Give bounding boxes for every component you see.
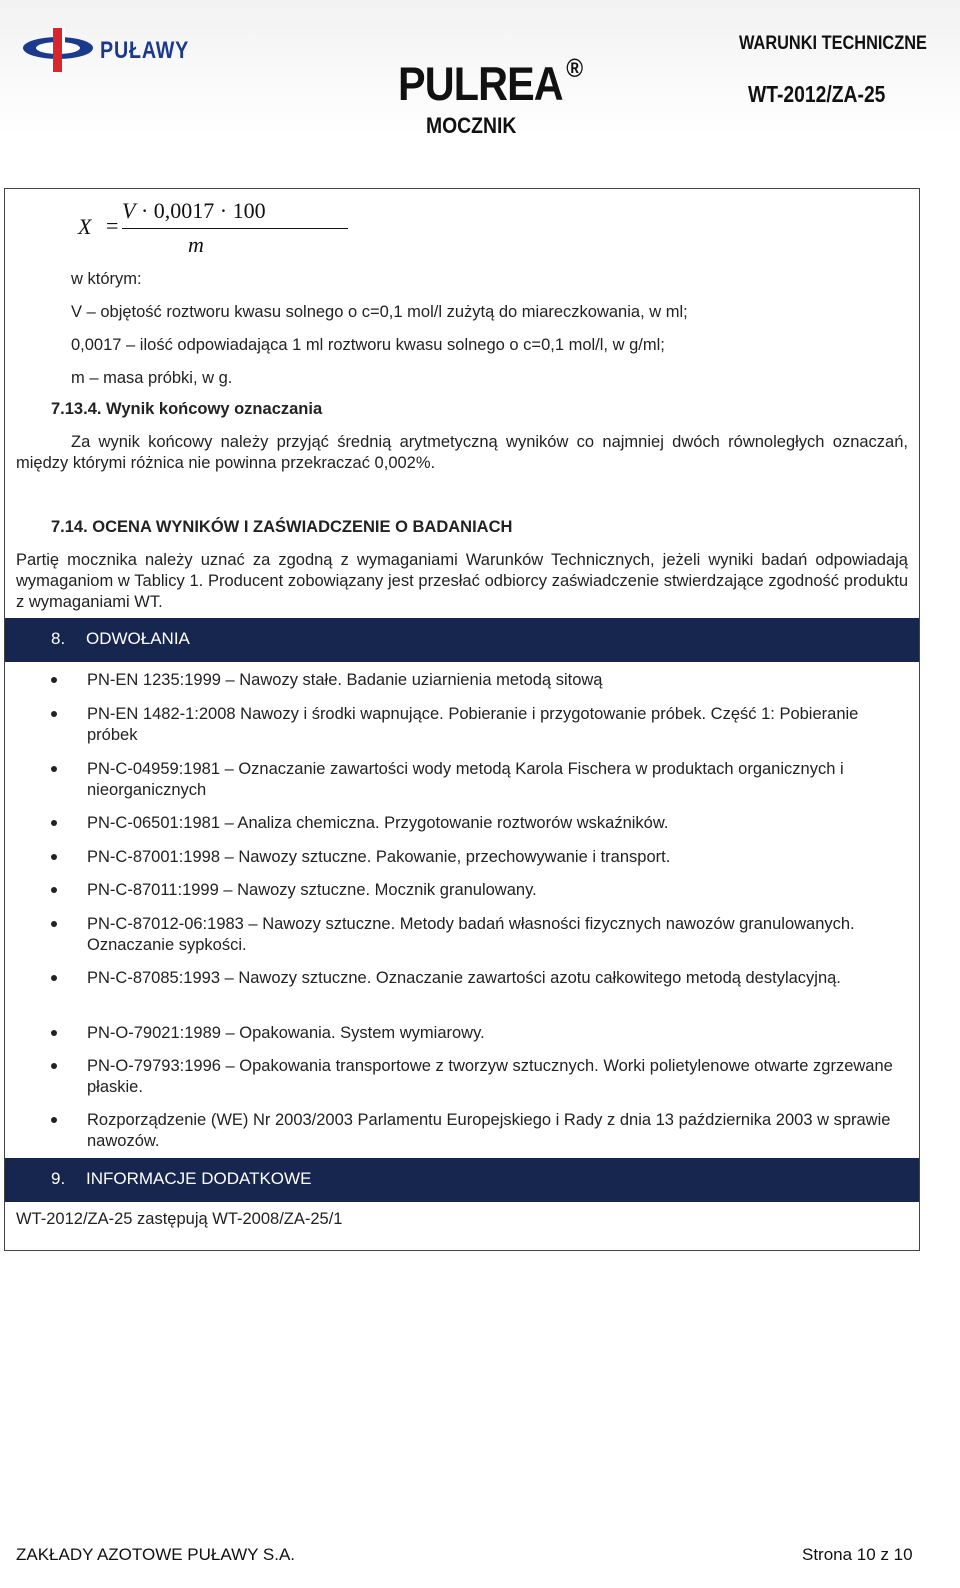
registered-mark: ® [566, 53, 583, 84]
list-item: PN-C-87001:1998 – Nawozy sztuczne. Pakowanie, przechowywanie i transport. [87, 848, 671, 866]
list-item: PN-C-06501:1981 – Analiza chemiczna. Przygotowanie roztworów wskaźników. [87, 814, 669, 832]
bullet [51, 1063, 57, 1069]
bullet [51, 975, 57, 981]
formula-numerator: V · 0,0017 · 100 [122, 198, 266, 223]
product-name: PULREA ® [398, 53, 583, 110]
section-number: 8. [51, 629, 66, 648]
supersedes-note: WT-2012/ZA-25 zastępują WT-2008/ZA-25/1 [16, 1210, 343, 1228]
list-item: PN-O-79793:1996 – Opakowania transportowe z tworzyw sztucznych. Worki polietylenowe otwarte zgrzewane płaskie. [87, 1057, 893, 1096]
legend-line: m – masa próbki, w g. [71, 369, 233, 387]
section-title: ODWOŁANIA [86, 629, 190, 648]
product-subtitle: MOCZNIK [426, 113, 517, 138]
legend-line: V – objętość roztworu kwasu solnego o c=0,1 mol/l zużytą do miareczkowania, w ml; [71, 303, 688, 321]
formula [78, 200, 298, 264]
bullet [51, 820, 57, 826]
bullet [51, 677, 57, 683]
footer-page-number: Strona 10 z 10 [802, 1545, 913, 1564]
document-code: WT-2012/ZA-25 [748, 81, 886, 107]
fraction-bar [122, 228, 348, 229]
bullet [51, 854, 57, 860]
section-band-9 [5, 1158, 919, 1202]
section-heading-7-14: 7.14. OCENA WYNIKÓW I ZAŚWIADCZENIE O BADANIACH [51, 518, 513, 536]
bullet [51, 887, 57, 893]
section-number: 9. [51, 1169, 66, 1188]
bullet [51, 766, 57, 772]
document-type: WARUNKI TECHNICZNE [739, 33, 927, 54]
legend-intro: w którym: [71, 270, 142, 288]
bullet [51, 921, 57, 927]
list-item: PN-C-87085:1993 – Nawozy sztuczne. Oznaczanie zawartości azotu całkowitego metodą destylacyjną. [87, 969, 841, 987]
list-item: PN-O-79021:1989 – Opakowania. System wymiarowy. [87, 1024, 485, 1042]
section-heading-7-13-4: 7.13.4. Wynik końcowy oznaczania [51, 400, 323, 418]
bullet [51, 1030, 57, 1036]
formula-equals: = [106, 213, 119, 238]
list-item: Rozporządzenie (WE) Nr 2003/2003 Parlamentu Europejskiego i Rady z dnia 13 października 2003 w sprawie nawozów. [87, 1111, 891, 1150]
list-item: PN-C-04959:1981 – Oznaczanie zawartości wody metodą Karola Fischera w produktach organicznych i nieorganicznych [87, 760, 844, 799]
bullet [51, 711, 57, 717]
section-band-8 [5, 618, 919, 662]
paragraph-7-14: Partię mocznika należy uznać za zgodną z wymaganiami Warunków Technicznych, jeżeli wyniki badań odpowiadają wymaganiom w Tablicy 1. Producent zobowiązany jest przesłać odbiorcy zaświadczenie stwierdzające zgodność produktu z wymaganiami WT. [16, 551, 908, 611]
bullet [51, 1117, 57, 1123]
legend-line: 0,0017 – ilość odpowiadająca 1 ml roztworu kwasu solnego o c=0,1 mol/l, w g/ml; [71, 336, 665, 354]
paragraph-7-13-4: Za wynik końcowy należy przyjąć średnią arytmetyczną wyników co najmniej dwóch równoległych oznaczań, między którymi różnica nie powinna przekraczać 0,002%. [16, 433, 908, 472]
list-item: PN-EN 1235:1999 – Nawozy stałe. Badanie uziarnienia metodą sitową [87, 671, 603, 689]
formula-lhs: X [78, 214, 92, 239]
formula-denominator: m [188, 232, 204, 257]
list-item: PN-C-87012-06:1983 – Nawozy sztuczne. Metody badań własności fizycznych nawozów granulowanych. Oznaczanie sypkości. [87, 915, 855, 954]
footer-company: ZAKŁADY AZOTOWE PUŁAWY S.A. [16, 1545, 296, 1564]
list-item: PN-EN 1482-1:2008 Nawozy i środki wapnujące. Pobieranie i przygotowanie próbek. Część 1: Pobieranie próbek [87, 705, 859, 744]
logo-wordmark: PUŁAWY [100, 37, 190, 64]
list-item: PN-C-87011:1999 – Nawozy sztuczne. Mocznik granulowany. [87, 881, 537, 899]
section-title: INFORMACJE DODATKOWE [86, 1169, 312, 1188]
